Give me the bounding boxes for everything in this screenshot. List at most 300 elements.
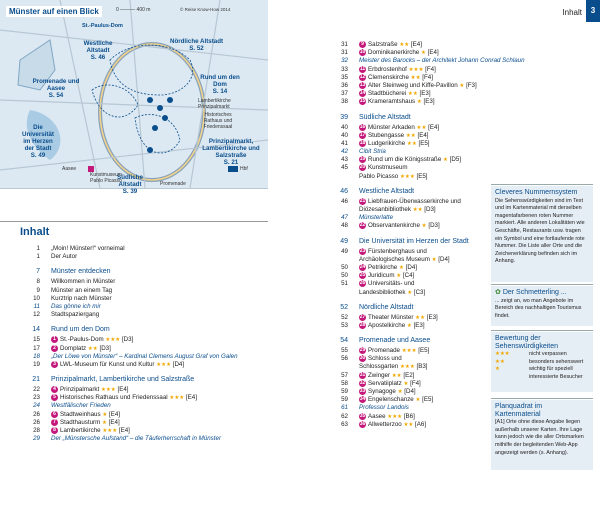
- toc-entry[interactable]: [331, 347, 489, 355]
- toc-page-number: 49: [340, 237, 348, 245]
- toc-entry-text: [359, 272, 414, 280]
- rating-stars: ★★: [415, 314, 426, 321]
- rating-stars: [495, 374, 529, 382]
- toc-entry-text: [359, 314, 438, 322]
- toc-entry[interactable]: [23, 245, 273, 253]
- info-box-text: ... zeigt an, wo man Angebote im Bereich des nachhaltigen Tourismus findet.: [495, 297, 582, 319]
- map-label-dom[interactable]: [82, 23, 123, 30]
- toc-page-number: 63: [341, 420, 348, 428]
- info-box-text: [A1] Orte ohne diese Angabe liegen außerhalb unserer Karten. Ihre Lage kann jedoch wie die aller Ortsmarken mithilfe der begleitenden Web-App angezeigt werden (s. Anhang).: [495, 419, 584, 456]
- map-small-label: Lambertikirche: [198, 98, 231, 104]
- map-label-noerdliche-altstadt[interactable]: [170, 38, 223, 52]
- grid-reference: [E4]: [109, 410, 121, 418]
- rating-stars: ★★: [412, 207, 423, 213]
- grid-reference: [E3]: [419, 90, 431, 98]
- toc-section[interactable]: [331, 112, 489, 124]
- rating-description: interessierte Besucher: [529, 373, 583, 380]
- info-box-title: Planquadrat im Kartenmaterial: [495, 403, 543, 418]
- toc-entry-title: Kunstmuseum: [368, 164, 408, 172]
- toc-entry-text: [359, 413, 415, 421]
- toc-entry-text: [51, 324, 110, 336]
- rating-stars: ★★★: [399, 173, 415, 180]
- toc-page-number: 36: [341, 81, 348, 89]
- toc-page-number: 33: [341, 65, 348, 73]
- toc-entry[interactable]: [23, 386, 273, 394]
- map-marker-dom: [147, 97, 153, 103]
- toc-section[interactable]: [331, 186, 489, 198]
- rating-legend: [491, 351, 593, 381]
- toc-entry-title: Rund um den Dom: [51, 326, 110, 334]
- toc-entry[interactable]: [331, 41, 489, 49]
- grid-reference: [E5]: [416, 172, 428, 180]
- toc-entry-title: St.-Paulus-Dom: [60, 336, 104, 344]
- grid-reference: [E5]: [418, 347, 430, 355]
- toc-entry-title: Historisches Rathaus und Friedenssaal: [60, 394, 168, 402]
- map-label-page: S. 39: [122, 188, 138, 195]
- toc-entry-title: Domplatz: [60, 344, 87, 352]
- map-scale: 0 ——— 400 m: [116, 7, 151, 13]
- toc-entry[interactable]: [331, 404, 489, 412]
- toc-entry-text: [359, 206, 436, 214]
- toc-entry-text: [359, 156, 461, 164]
- toc-entry-title: Münsterlatte: [359, 214, 394, 222]
- toc-entry-title: Universitäts- und: [368, 280, 415, 288]
- toc-entry[interactable]: [331, 222, 489, 230]
- toc-entry-text: [359, 421, 426, 429]
- rating-stars: ★★: [399, 42, 410, 49]
- grid-reference: [E3]: [423, 98, 435, 106]
- sight-number-badge: 19: [359, 156, 366, 163]
- rating-description: nicht verpassen: [529, 351, 567, 358]
- toc-entry-text: [51, 287, 112, 295]
- toc-entry-title: Krameramtshaus: [368, 98, 416, 106]
- map-label-promenade-aasee[interactable]: [26, 78, 86, 99]
- toc-page-number: 46: [340, 187, 348, 195]
- toc-page-number: 55: [341, 347, 348, 355]
- toc-page-number: 24: [33, 402, 40, 410]
- toc-entry[interactable]: [331, 363, 489, 371]
- toc-entry-text: [359, 372, 414, 380]
- toc-section[interactable]: [23, 374, 273, 386]
- toc-page-number: 59: [341, 388, 348, 395]
- rating-stars: ★: [431, 256, 437, 263]
- toc-entry-text: [51, 411, 120, 419]
- toc-page-number: 62: [341, 412, 348, 420]
- toc-entry-title: Professor Landois: [359, 404, 409, 412]
- toc-entry-title: Observantenkirche: [368, 222, 420, 230]
- sight-number-badge: 35: [359, 412, 366, 419]
- toc-entry[interactable]: [331, 372, 489, 380]
- toc-page-number: 50: [341, 263, 348, 271]
- toc-entry-text: [51, 394, 197, 402]
- toc-entry[interactable]: [23, 394, 273, 402]
- toc-page-number: [331, 256, 359, 264]
- toc-entry[interactable]: [331, 248, 489, 256]
- grid-reference: [F4]: [422, 73, 433, 81]
- toc-entry-text: [51, 295, 112, 303]
- info-box-text: Die Sehenswürdigkeiten sind im Text und im Kartenmaterial mit derselben magentafarbenen roten Nummer markiert. Alle anderen Lokalitäten wie Geschäfte, Restaurants usw. tragen ein Symbol und eine fortlaufende rote Nummer. Die Liste aller Orte und die Zeichenerklärung befinden sich im Anhang.: [495, 197, 585, 265]
- toc-entry[interactable]: [331, 380, 489, 388]
- toc-entry[interactable]: [331, 140, 489, 148]
- info-box-numbering: [491, 186, 593, 282]
- toc-page-number: 26: [33, 418, 40, 426]
- toc-entry-title: Diözesanbibliothek: [359, 206, 411, 213]
- map-small-label: Historisches Rathaus und Friedenssaal: [203, 112, 233, 130]
- rating-stars: ★★: [406, 141, 417, 148]
- toc-entry[interactable]: [331, 256, 489, 264]
- toc-entry-title: Petrikirche: [368, 264, 398, 272]
- sight-number-badge: 29: [359, 347, 366, 354]
- sight-number-badge: 2: [51, 345, 58, 352]
- toc-page-number: 12: [33, 311, 40, 319]
- toc-entry-title: Lambertikirche: [60, 427, 101, 435]
- rating-level: [491, 351, 593, 359]
- toc-entry[interactable]: [331, 173, 489, 181]
- map-label-page: S. 21: [223, 159, 239, 166]
- toc-entry[interactable]: [331, 57, 525, 65]
- toc-entry-text: [359, 355, 402, 363]
- rating-stars: ★★★: [399, 364, 415, 371]
- toc-page-number: 11: [33, 302, 40, 310]
- info-box-title: Bewertung der Sehenswürdigkeiten: [495, 335, 559, 350]
- toc-page-number: 49: [341, 247, 348, 255]
- toc-entry-text: [359, 66, 436, 74]
- toc-page-number: 7: [36, 268, 40, 276]
- toc-entry[interactable]: [23, 411, 273, 419]
- toc-page-number: 19: [33, 360, 40, 368]
- toc-entry[interactable]: [23, 435, 273, 443]
- rating-description: besonders sehenswert: [529, 358, 584, 365]
- sight-number-badge: 7: [51, 419, 58, 426]
- toc-entry[interactable]: [23, 253, 273, 261]
- toc-page-number: 31: [341, 49, 348, 57]
- grid-reference: [E4]: [417, 131, 429, 139]
- rating-stars: ★: [443, 157, 448, 164]
- toc-section[interactable]: [23, 324, 273, 336]
- toc-entry-title: Prinzipalmarkt: [60, 386, 100, 394]
- toc-entry[interactable]: [331, 413, 489, 421]
- toc-entry-title: „Der Löwe von Münster“ – Kardinal Clemens August Graf von Galen: [51, 352, 238, 360]
- rating-stars: ★: [407, 289, 413, 296]
- toc-entry[interactable]: [23, 278, 273, 286]
- toc-section[interactable]: [23, 266, 273, 278]
- toc-entry[interactable]: [331, 124, 489, 132]
- toc-entry[interactable]: [331, 90, 489, 98]
- grid-reference: [E4]: [428, 123, 440, 131]
- map-label-page: S. 54: [48, 92, 64, 99]
- toc-entry[interactable]: [331, 421, 489, 429]
- toc-page-number: 52: [341, 313, 348, 321]
- toc-entry-title: Rund um die Königsstraße: [368, 156, 442, 164]
- toc-entry[interactable]: [331, 74, 489, 82]
- toc-page-number: 32: [341, 57, 348, 65]
- toc-entry[interactable]: [331, 396, 489, 404]
- toc-page-number: 51: [341, 280, 348, 288]
- toc-entry[interactable]: [23, 402, 273, 410]
- toc-entry-title: Das gönne ich mir: [51, 302, 101, 310]
- rating-stars: ★: [101, 419, 107, 426]
- map-label-name: Promenade und Aasee: [32, 78, 80, 92]
- toc-entry-title: Synagoge: [368, 388, 396, 396]
- divider: [491, 330, 593, 331]
- toc-page-number: 9: [36, 286, 40, 294]
- toc-entry-text: [359, 396, 433, 404]
- rating-stars: ★: [459, 83, 465, 90]
- toc-entry-title: Willkommen in Münster: [51, 278, 116, 286]
- toc-entry-title: Nördliche Altstadt: [359, 303, 414, 311]
- toc-entry[interactable]: [331, 66, 489, 74]
- toc-entry[interactable]: [331, 206, 489, 214]
- page-title: Inhalt: [20, 226, 50, 238]
- toc-entry-title: Apostelkirche: [368, 322, 406, 330]
- toc-page-number: 56: [341, 355, 348, 363]
- toc-entry-text: [359, 264, 417, 272]
- toc-entry-text: [359, 132, 428, 140]
- toc-entry-text: [359, 404, 409, 412]
- toc-entry-title: Münster an einem Tag: [51, 286, 113, 294]
- rating-stars: ★★★: [156, 362, 171, 369]
- toc-entry[interactable]: [23, 311, 273, 319]
- toc-entry-title: Stadthausturm: [60, 418, 101, 426]
- toc-entry[interactable]: [331, 132, 489, 140]
- sight-number-badge: 23: [359, 247, 366, 254]
- toc-entry-text: [359, 236, 469, 248]
- toc-entry[interactable]: [331, 355, 489, 363]
- toc-entry[interactable]: [23, 336, 273, 344]
- sight-number-badge: 22: [359, 222, 366, 229]
- rating-stars: ★★: [391, 372, 402, 379]
- toc-entry-title: Stadtspaziergang: [51, 311, 100, 319]
- toc-entry[interactable]: [331, 148, 489, 156]
- toc-entry-text: [51, 311, 99, 319]
- toc-entry-text: [51, 386, 128, 394]
- toc-entry[interactable]: [23, 295, 273, 303]
- toc-entry-title: Promenade: [368, 347, 400, 355]
- toc-entry-title: Westliche Altstadt: [359, 187, 415, 195]
- rating-stars: ★★: [403, 421, 414, 428]
- rating-stars: ★: [398, 265, 404, 272]
- rating-stars: ★★★: [401, 348, 417, 355]
- toc-entry-text: [359, 98, 435, 106]
- map-label-rund-um-den-dom[interactable]: [200, 74, 240, 95]
- toc-entry-title: Dominikanerkirche: [368, 49, 420, 57]
- toc-entry-text: [359, 322, 425, 330]
- toc-entry-title: Münster Arkaden: [368, 123, 415, 131]
- sight-number-badge: 34: [359, 396, 366, 403]
- toc-page-number: 21: [32, 376, 40, 384]
- sight-number-badge: 30: [359, 355, 366, 362]
- grid-reference: [E5]: [422, 396, 434, 404]
- info-box-title: Cleveres Nummernsystem: [495, 189, 578, 196]
- rating-stars: ★: [406, 323, 412, 330]
- toc-entry-title: Pablo Picasso: [359, 172, 399, 180]
- toc-page-number: 61: [341, 404, 348, 412]
- toc-section[interactable]: [331, 335, 489, 347]
- toc-entry[interactable]: [331, 388, 489, 396]
- toc-entry[interactable]: [23, 287, 273, 295]
- rating-stars: ★★★: [387, 413, 403, 420]
- rating-stars: ★: [397, 389, 403, 396]
- butterfly-icon: ✿: [495, 289, 501, 296]
- toc-entry[interactable]: [331, 264, 489, 272]
- toc-entry-title: Kurztrip nach Münster: [51, 294, 112, 302]
- sight-number-badge: 4: [51, 386, 58, 393]
- map-label-prinzipalmarkt[interactable]: [200, 138, 262, 166]
- map-label-page: S. 46: [90, 54, 106, 61]
- map-label-westliche-altstadt[interactable]: [78, 40, 118, 61]
- toc-entry[interactable]: [331, 198, 489, 206]
- toc-entry-text: [359, 57, 525, 65]
- map-label-page: S. 14: [212, 88, 228, 95]
- toc-entry-title: Zwinger: [368, 371, 391, 379]
- grid-reference: [D4]: [172, 361, 185, 369]
- toc-entry-text: [51, 278, 115, 286]
- toc-entry-title: Clemenskirche: [368, 73, 409, 81]
- grid-reference: [E2]: [403, 371, 415, 379]
- sight-number-badge: 32: [359, 379, 366, 386]
- toc-page-number: 37: [341, 90, 348, 98]
- rating-stars: ★★: [405, 132, 416, 139]
- toc-page-number: 31: [341, 41, 348, 48]
- toc-page-number: 57: [341, 371, 348, 379]
- grid-reference: [F3]: [466, 82, 477, 90]
- grid-reference: [D4]: [404, 388, 416, 396]
- sight-number-badge: 24: [359, 263, 366, 270]
- rating-level: [491, 374, 593, 382]
- rating-stars: ★★: [410, 74, 421, 81]
- toc-page-number: 42: [341, 148, 348, 156]
- toc-entry[interactable]: [331, 164, 489, 172]
- sight-number-badge: 13: [359, 81, 366, 88]
- rating-stars: ★★★: [169, 395, 185, 402]
- rating-stars: ★: [102, 411, 108, 418]
- toc-entry-text: [359, 41, 422, 49]
- toc-entry[interactable]: [331, 214, 489, 222]
- rating-stars: ★★★: [105, 337, 121, 344]
- toc-entry-text: [359, 124, 439, 132]
- toc-entry-title: Servatiiplatz: [368, 379, 402, 387]
- toc-entry-title: Allwetterzoo: [368, 420, 402, 428]
- toc-entry-text: [359, 186, 414, 198]
- toc-page-number: 38: [341, 98, 348, 106]
- toc-entry-text: [359, 363, 428, 371]
- toc-entry[interactable]: [23, 353, 273, 361]
- toc-page-number: 43: [341, 156, 348, 164]
- toc-entry-text: [51, 435, 221, 443]
- toc-page-number: 10: [33, 294, 40, 302]
- toc-page-number: 23: [33, 394, 40, 402]
- toc-entry[interactable]: [331, 98, 489, 106]
- toc-entry[interactable]: [23, 345, 273, 353]
- toc-page-number: 53: [341, 321, 348, 329]
- rating-stars: ★: [403, 380, 409, 387]
- sight-number-badge: 10: [359, 49, 366, 56]
- sight-number-badge: 18: [359, 139, 366, 146]
- grid-reference: [D3]: [424, 206, 436, 213]
- toc-entry-text: [359, 140, 430, 148]
- toc-entry[interactable]: [331, 49, 489, 57]
- rating-stars: ★★★: [102, 428, 118, 435]
- sight-number-badge: 11: [359, 65, 366, 72]
- toc-entry[interactable]: [23, 427, 273, 435]
- toc-entry-title: Stubengasse: [368, 131, 405, 139]
- toc-page-number: 14: [32, 326, 40, 334]
- info-box-rating: [491, 332, 593, 392]
- map-title: Münster auf einen Blick: [6, 6, 102, 17]
- toc-section[interactable]: [331, 302, 489, 314]
- toc-entry-text: [359, 380, 421, 388]
- toc-page-number: 39: [340, 113, 348, 121]
- toc-entry-text: [51, 353, 238, 361]
- toc-entry-text: [359, 335, 430, 347]
- toc-entry-text: [51, 303, 101, 311]
- toc-page-number: 48: [341, 222, 348, 230]
- info-box-grid: [491, 400, 593, 470]
- toc-entry[interactable]: [23, 419, 273, 427]
- map-label-universitaet[interactable]: [18, 124, 58, 159]
- toc-entry[interactable]: [23, 303, 273, 311]
- toc-page-number: 52: [340, 303, 348, 311]
- toc-page-number: 28: [33, 427, 40, 434]
- toc-page-number: 35: [341, 73, 348, 81]
- rating-stars: ★: [495, 366, 500, 373]
- toc-section[interactable]: [331, 236, 489, 248]
- toc-page-number: 1: [36, 245, 40, 252]
- toc-page-number: 47: [341, 214, 348, 222]
- rating-level: [491, 366, 593, 374]
- grid-reference: [F4]: [425, 65, 436, 73]
- info-box-butterfly: [491, 286, 593, 326]
- toc-entry-title: Münster entdecken: [51, 268, 111, 276]
- toc-entry[interactable]: [331, 289, 489, 297]
- toc-page-number: [331, 289, 359, 297]
- sight-number-badge: 9: [359, 41, 366, 48]
- rating-stars: ★★★: [100, 387, 116, 394]
- grid-reference: [E3]: [426, 313, 438, 321]
- toc-entry-text: [359, 347, 429, 355]
- toc-left-column: [23, 245, 273, 443]
- toc-entry-text: [359, 112, 411, 124]
- map-label-name: Die Universität im Herzen der Stadt: [22, 124, 54, 152]
- toc-entry[interactable]: [331, 156, 489, 164]
- map-small-label: Aasee: [62, 166, 77, 172]
- toc-page-number: 17: [33, 344, 40, 352]
- toc-entry-title: Alter Steinweg und Kiffe-Pavillon: [368, 82, 458, 90]
- map-label-name: Nördliche Altstadt: [170, 38, 224, 45]
- grid-reference: [C4]: [402, 272, 415, 280]
- toc-entry[interactable]: [331, 280, 489, 288]
- toc-entry-title: Aasee: [368, 412, 386, 420]
- toc-entry[interactable]: [331, 314, 489, 322]
- rating-stars: ★: [416, 99, 422, 106]
- map-label-name: Westliche Altstadt: [83, 40, 113, 54]
- sight-number-badge: 1: [51, 336, 58, 343]
- toc-entry-title: Landesbibliothek: [359, 288, 406, 296]
- rating-stars: ★★: [495, 358, 505, 365]
- toc-entry-title: Salzstraße: [368, 41, 398, 49]
- rating-stars: ★: [396, 273, 402, 280]
- toc-entry-text: [51, 374, 194, 386]
- toc-entry[interactable]: [331, 322, 489, 330]
- map-copyright: © Reise Know-How 2014: [180, 7, 231, 12]
- toc-entry-text: [51, 402, 111, 410]
- sight-number-badge: 20: [359, 164, 366, 171]
- toc-entry[interactable]: [23, 361, 273, 369]
- rating-stars: ★★: [416, 124, 427, 131]
- toc-entry[interactable]: [331, 272, 489, 280]
- grid-reference: [B3]: [416, 363, 428, 371]
- toc-entry[interactable]: [331, 82, 489, 90]
